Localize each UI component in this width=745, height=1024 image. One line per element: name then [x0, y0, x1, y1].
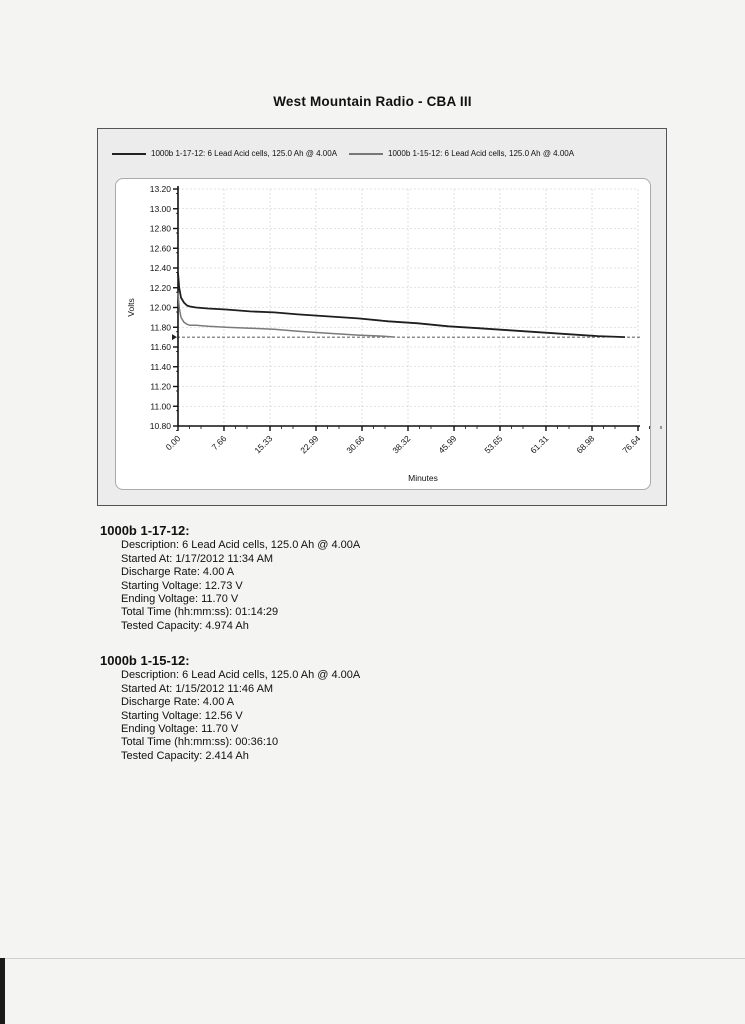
x-tick-label: 7.66	[209, 433, 229, 453]
x-tick-label: 61.31	[528, 433, 551, 456]
scan-edge-shadow	[0, 958, 5, 1024]
run-ending-voltage: Ending Voltage: 11.70 V	[121, 593, 239, 606]
x-tick-label: 38.32	[390, 433, 413, 456]
y-tick-label: 11.60	[150, 342, 171, 352]
legend-label-series-2: 1000b 1-15-12: 6 Lead Acid cells, 125.0 Ah @ 4.00A	[388, 149, 575, 158]
x-tick-label: 30.66	[344, 433, 367, 456]
y-tick-label: 12.80	[149, 223, 171, 234]
run-title: 1000b 1-17-12:	[100, 523, 190, 538]
run-discharge-rate: Discharge Rate: 4.00 A	[121, 566, 235, 579]
x-tick-label: 45.99	[436, 433, 459, 456]
x-tick-label: 53.65	[482, 433, 505, 456]
x-tick-label: 15.33	[252, 433, 275, 456]
run-summary-2	[100, 654, 360, 763]
x-tick-label: 68.98	[574, 433, 597, 456]
x-tick-label: 22.99	[298, 433, 321, 456]
scan-edge-line	[0, 958, 745, 959]
y-tick-label: 12.20	[149, 282, 171, 293]
run-starting-voltage: Starting Voltage: 12.56 V	[121, 709, 243, 722]
x-tick-label: 76.64	[620, 433, 643, 456]
y-tick-label: 12.40	[149, 263, 171, 273]
series-line-2	[178, 293, 395, 337]
page-title: West Mountain Radio - CBA III	[273, 94, 472, 109]
x-tick-label: 0.00	[163, 433, 183, 453]
y-tick-label: 12.60	[149, 243, 171, 254]
y-tick-label: 11.40	[150, 361, 171, 372]
legend-label-series-1: 1000b 1-17-12: 6 Lead Acid cells, 125.0 Ah @ 4.00A	[151, 149, 338, 158]
run-description: Description: 6 Lead Acid cells, 125.0 Ah @ 4.00A	[121, 669, 361, 682]
run-tested-capacity: Tested Capacity: 2.414 Ah	[121, 749, 249, 762]
chart-frame	[97, 128, 667, 506]
run-discharge-rate: Discharge Rate: 4.00 A	[121, 696, 235, 709]
y-tick-label: 11.20	[150, 381, 171, 392]
y-tick-label: 11.80	[150, 322, 171, 333]
cutoff-voltage-marker	[172, 334, 177, 340]
run-tested-capacity: Tested Capacity: 4.974 Ah	[121, 619, 249, 632]
y-tick-label: 12.00	[149, 302, 171, 313]
run-total-time: Total Time (hh:mm:ss): 00:36:10	[121, 736, 279, 749]
y-tick-label: 11.00	[150, 401, 171, 412]
y-axis-label: Volts	[126, 298, 136, 317]
chart-svg	[98, 129, 666, 505]
run-total-time: Total Time (hh:mm:ss): 01:14:29	[121, 606, 279, 619]
y-tick-label: 13.20	[149, 184, 171, 194]
run-title: 1000b 1-15-12:	[100, 653, 190, 668]
run-started-at: Started At: 1/15/2012 11:46 AM	[121, 682, 274, 695]
run-description: Description: 6 Lead Acid cells, 125.0 Ah @ 4.00A	[121, 539, 361, 552]
run-started-at: Started At: 1/17/2012 11:34 AM	[121, 552, 274, 565]
x-axis-label: Minutes	[408, 473, 438, 483]
y-tick-label: 10.80	[149, 421, 171, 431]
run-ending-voltage: Ending Voltage: 11.70 V	[121, 723, 239, 736]
run-starting-voltage: Starting Voltage: 12.73 V	[121, 579, 243, 592]
y-tick-label: 13.00	[149, 203, 171, 214]
run-summary-1	[100, 524, 360, 633]
